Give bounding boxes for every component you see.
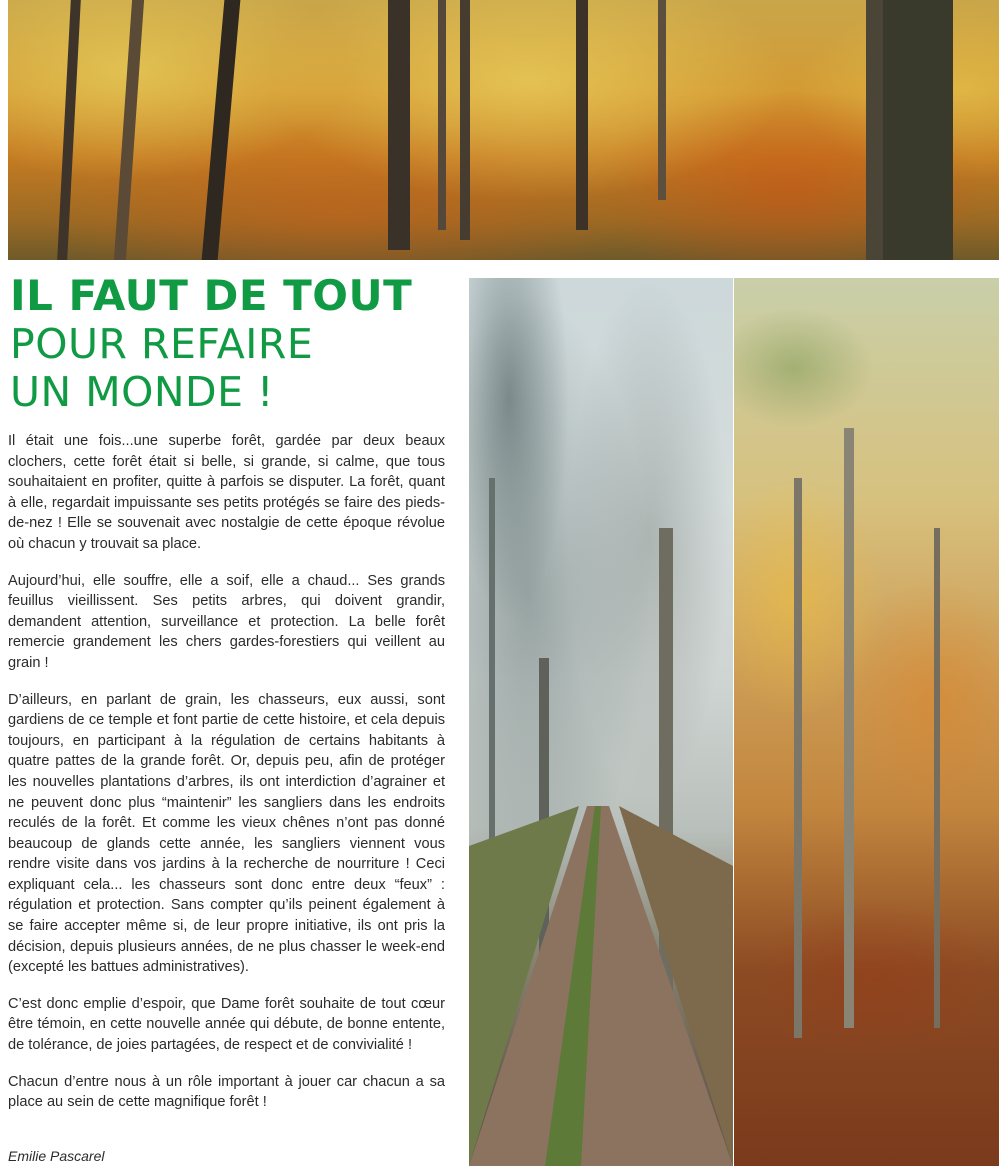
title-line-1: IL FAUT DE TOUT — [10, 271, 413, 320]
foggy-forest-path-photo — [469, 278, 733, 1166]
article-body — [8, 431, 445, 1129]
paragraph-5: Chacun d’entre nous à un rôle important à jouer car chacun a sa place au sein de cette magnifique forêt ! — [8, 1073, 445, 1111]
paragraph-4: C’est donc emplie d’espoir, que Dame forêt souhaite de tout cœur être témoin, en cette nouvelle année qui débute, de bonne entente, de tolérance, de joies partagées, de respect et de convivialité ! — [8, 995, 445, 1054]
paragraph-1: Il était une fois...une superbe forêt, gardée par deux beaux clochers, cette forêt était si belle, si grande, si calme, que tous souhaitaient en profiter, quitte à parfois se disputer. La forêt, quant à elle, regardait impuissante ses petits protégés se faire des pieds-de-nez ! Elle se souvenait avec nostalgie de cette époque révolue où chacun y trouvait sa place. — [8, 433, 445, 552]
autumn-forest-path-photo — [734, 278, 999, 1166]
article-title — [10, 272, 412, 416]
author-signature: Emilie Pascarel — [8, 1148, 105, 1164]
title-line-3: UN MONDE ! — [10, 368, 274, 416]
title-line-2: POUR REFAIRE — [10, 320, 314, 368]
autumn-forest-banner-photo — [8, 0, 999, 260]
paragraph-2: Aujourd’hui, elle souffre, elle a soif, elle a chaud... Ses grands feuillus vieillissent. Ses petits arbres, qui doivent grandir, demandent attention, surveillance et protection. La belle forêt remercie grandement les chers gardes-forestiers qui veillent au grain ! — [8, 572, 445, 671]
paragraph-3: D’ailleurs, en parlant de grain, les chasseurs, eux aussi, sont gardiens de ce temple et font partie de cette histoire, et cela depuis toujours, en participant à la régulation de certains habitants à quatre pattes de la grande forêt. Or, depuis peu, afin de protéger les nouvelles plantations d’arbres, ils ont interdiction d’agrainer et ne peuvent donc plus “maintenir” les sangliers dans les endroits reculés de la forêt. Et comme les vieux chênes n’ont pas donné beaucoup de glands cette année, les sangliers viennent vous rendre visite dans vos jardins à la recherche de nourriture ! Ceci expliquant cela... les chasseurs sont donc entre deux “feux” : régulation et protection. Sans compter qu’ils peinent également à se faire accepter même si, de leur propre initiative, ils ont pris la décision, depuis plusieurs années, de ne plus chasser le week-end (excepté les battues administratives). — [8, 691, 445, 976]
